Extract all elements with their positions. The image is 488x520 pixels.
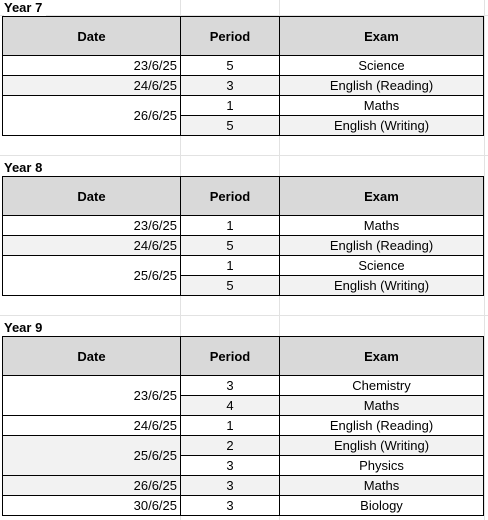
- table-row: [3, 416, 484, 436]
- table-row: [3, 56, 484, 76]
- period-cell[interactable]: 2: [181, 436, 280, 456]
- exam-cell[interactable]: English (Reading): [280, 416, 484, 436]
- header-period[interactable]: Period: [181, 17, 280, 56]
- header-date[interactable]: Date: [3, 17, 181, 56]
- header-date[interactable]: Date: [3, 337, 181, 376]
- exam-cell[interactable]: Physics: [280, 456, 484, 476]
- exam-cell[interactable]: Science: [280, 56, 484, 76]
- header-period[interactable]: Period: [181, 177, 280, 216]
- period-cell[interactable]: 5: [181, 56, 280, 76]
- header-row: [3, 337, 484, 376]
- exam-cell[interactable]: English (Reading): [280, 76, 484, 96]
- section-title[interactable]: Year 8: [4, 160, 46, 176]
- exam-cell[interactable]: Maths: [280, 476, 484, 496]
- schedule-table: [2, 16, 484, 136]
- header-exam[interactable]: Exam: [280, 337, 484, 376]
- header-exam[interactable]: Exam: [280, 177, 484, 216]
- exam-cell[interactable]: English (Writing): [280, 436, 484, 456]
- table-row: [3, 96, 484, 116]
- table-row: [3, 376, 484, 396]
- header-date[interactable]: Date: [3, 177, 181, 216]
- table-row: [3, 256, 484, 276]
- gridline: [484, 0, 485, 520]
- date-cell[interactable]: 24/6/25: [3, 76, 181, 96]
- header-row: [3, 17, 484, 56]
- period-cell[interactable]: 5: [181, 116, 280, 136]
- period-cell[interactable]: 3: [181, 376, 280, 396]
- date-cell[interactable]: 24/6/25: [3, 236, 181, 256]
- exam-cell[interactable]: Chemistry: [280, 376, 484, 396]
- date-cell[interactable]: 25/6/25: [3, 436, 181, 476]
- header-exam[interactable]: Exam: [280, 17, 484, 56]
- period-cell[interactable]: 1: [181, 216, 280, 236]
- exam-cell[interactable]: Biology: [280, 496, 484, 516]
- header-period[interactable]: Period: [181, 337, 280, 376]
- date-cell[interactable]: 26/6/25: [3, 96, 181, 136]
- date-cell[interactable]: 24/6/25: [3, 416, 181, 436]
- period-cell[interactable]: 5: [181, 276, 280, 296]
- gridline: [0, 315, 488, 316]
- exam-cell[interactable]: Maths: [280, 96, 484, 116]
- date-cell[interactable]: 30/6/25: [3, 496, 181, 516]
- period-cell[interactable]: 1: [181, 96, 280, 116]
- table-row: [3, 216, 484, 236]
- period-cell[interactable]: 3: [181, 76, 280, 96]
- header-row: [3, 177, 484, 216]
- table-row: [3, 236, 484, 256]
- table-row: [3, 76, 484, 96]
- period-cell[interactable]: 3: [181, 476, 280, 496]
- exam-cell[interactable]: English (Writing): [280, 116, 484, 136]
- exam-cell[interactable]: Maths: [280, 396, 484, 416]
- period-cell[interactable]: 3: [181, 456, 280, 476]
- exam-cell[interactable]: Maths: [280, 216, 484, 236]
- period-cell[interactable]: 1: [181, 256, 280, 276]
- table-row: [3, 436, 484, 456]
- period-cell[interactable]: 4: [181, 396, 280, 416]
- exam-cell[interactable]: Science: [280, 256, 484, 276]
- period-cell[interactable]: 3: [181, 496, 280, 516]
- date-cell[interactable]: 23/6/25: [3, 376, 181, 416]
- exam-cell[interactable]: English (Reading): [280, 236, 484, 256]
- section-title[interactable]: Year 7: [4, 0, 46, 16]
- table-row: [3, 496, 484, 516]
- date-cell[interactable]: 23/6/25: [3, 216, 181, 236]
- date-cell[interactable]: 26/6/25: [3, 476, 181, 496]
- schedule-table: [2, 336, 484, 516]
- section-title[interactable]: Year 9: [4, 320, 46, 336]
- date-cell[interactable]: 23/6/25: [3, 56, 181, 76]
- gridline: [0, 155, 488, 156]
- period-cell[interactable]: 1: [181, 416, 280, 436]
- schedule-table: [2, 176, 484, 296]
- period-cell[interactable]: 5: [181, 236, 280, 256]
- date-cell[interactable]: 25/6/25: [3, 256, 181, 296]
- exam-cell[interactable]: English (Writing): [280, 276, 484, 296]
- table-row: [3, 476, 484, 496]
